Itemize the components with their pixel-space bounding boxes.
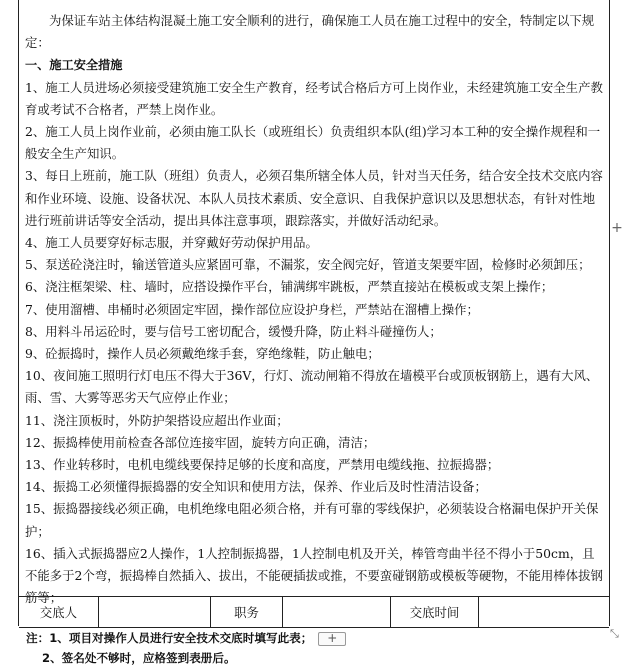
list-item: 10、夜间施工照明行灯电压不得大于36V，行灯、流动闸箱不得放在墙模平台或顶板钢筋上，遇有大风、雨、雪、大雾等恶劣天气应停止作业； — [25, 368, 599, 406]
list-item: 2、施工人员上岗作业前，必须由施工队长（或班组长）负责组织本队(组)学习本工种的安全操作规程和一般安全生产知识。 — [25, 124, 601, 162]
list-item: 12、振捣棒使用前检查各部位连接牢固，旋转方向正确，清洁； — [25, 434, 376, 450]
list-item: 8、用料斗吊运砼时，要与信号工密切配合，缓慢升降，防止料斗碰撞伤人； — [25, 323, 442, 339]
note-2: 2、签名处不够时，应格签到表册后。 — [42, 651, 236, 665]
presenter-field[interactable] — [99, 597, 211, 627]
presenter-label: 交底人 — [19, 597, 99, 627]
intro-paragraph: 为保证车站主体结构混凝土施工安全顺利的进行，确保施工人员在施工过程中的安全，特制定以下规定： — [25, 13, 595, 51]
add-column-icon[interactable]: + — [611, 220, 623, 236]
section-title: 一、施工安全措施 — [25, 58, 123, 73]
list-item: 16、插入式振捣器应2人操作，1人控制振捣器，1人控制电机及开关，棒管弯曲半径不得小于50cm，且不能多于2个弯，振捣棒自然插入、拔出，不能硬插拔或推，不要蛮碰钢筋或模板等硬物，不能用棒体拔钢筋等； — [25, 545, 603, 606]
list-item: 15、振捣器接线必须正确，电机绝缘电阻必须合格，并有可靠的零线保护，必须装设合格漏电保护开关保护； — [25, 501, 599, 539]
list-item: 13、作业转移时，电机电缆线要保持足够的长度和高度，严禁用电缆线拖、拉振捣器； — [25, 457, 500, 473]
list-item: 3、每日上班前，施工队（班组）负责人，必须召集所辖全体人员，针对当天任务，结合安全技术交底内容和作业环境、设施、设备状况、本队人员技术素质、安全意识、自我保护意识以及思想状态，有针对性地进行班前讲话等安全活动，提出具体注意事项，跟踪落实，并做好活动纪录。 — [25, 168, 603, 228]
list-item: 5、泵送砼浇注时，输送管道头应紧固可靠，不漏浆，安全阀完好，管道支架要牢固，检修时必须卸压； — [25, 257, 591, 273]
list-item: 11、浇注顶板时，外防护架搭设应超出作业面； — [25, 412, 289, 428]
note-1-line — [26, 628, 606, 648]
position-label: 职务 — [211, 597, 283, 627]
list-item: 6、浇注框架梁、柱、墙时，应搭设操作平台，铺满绑牢跳板，严禁直接站在模板或支架上操作； — [25, 279, 554, 295]
list-item: 14、振捣工必须懂得振捣器的安全知识和使用方法，保养、作业后及时性清洁设备； — [25, 479, 487, 495]
disclosure-time-label: 交底时间 — [391, 597, 479, 627]
add-row-button[interactable]: + — [318, 632, 346, 646]
signature-row — [19, 596, 609, 628]
notes — [26, 628, 606, 668]
list-item: 1、施工人员进场必须接受建筑施工安全生产教育，经考试合格后方可上岗作业，未经建筑施工安全生产教育或考试不合格者，严禁上岗作业。 — [25, 79, 603, 117]
list-item: 9、砼振捣时，操作人员必须戴绝缘手套，穿绝缘鞋，防止触电； — [25, 346, 380, 362]
disclosure-sheet — [18, 0, 610, 626]
position-field[interactable] — [283, 597, 391, 627]
resize-icon[interactable]: ⤡ — [610, 627, 619, 640]
list-item: 7、使用溜槽、串桶时必须固定牢固，操作部位应设护身栏，严禁站在溜槽上操作； — [25, 301, 479, 317]
document-body — [25, 10, 605, 609]
list-item: 4、施工人员要穿好标志服，并穿戴好劳动保护用品。 — [25, 235, 318, 251]
note-1: 注：1、项目对操作人员进行安全技术交底时填写此表； — [26, 631, 313, 645]
disclosure-time-field[interactable] — [479, 597, 609, 627]
